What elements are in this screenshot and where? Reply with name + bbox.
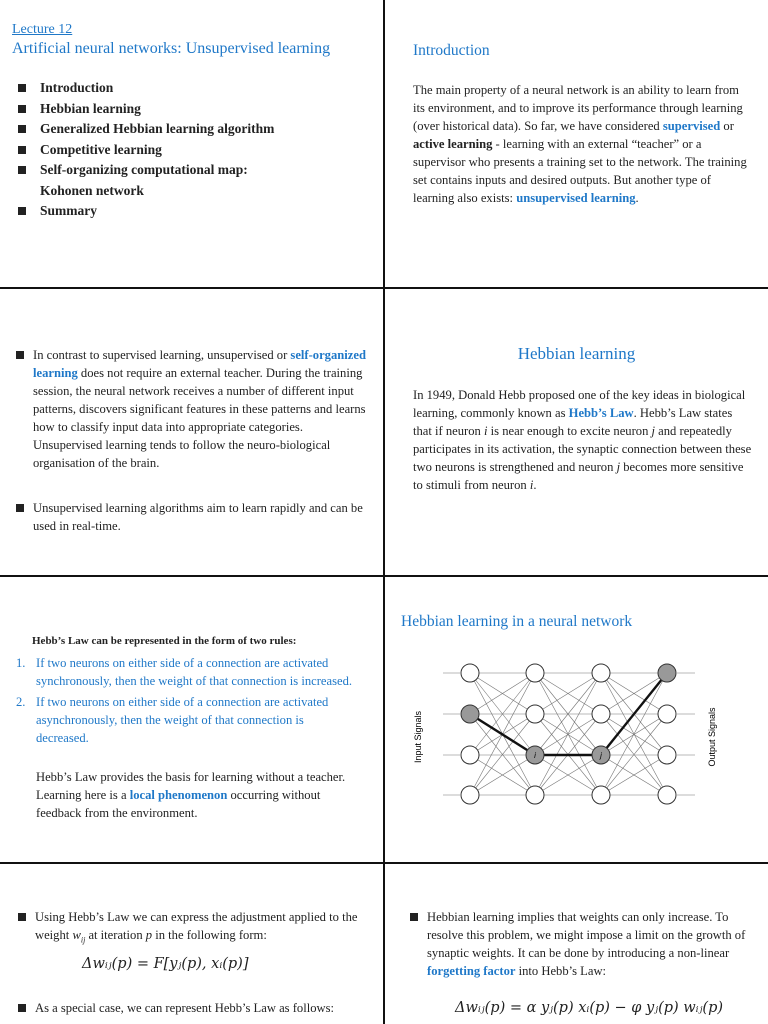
toc-item: Hebbian learning xyxy=(18,99,274,120)
bullet-special-case: As a special case, we can represent Hebb’s Law as follows: xyxy=(18,999,358,1017)
bullet-forgetting-factor: Hebbian learning implies that weights can only increase. To resolve this problem, we might impose a limit on the growth of synaptic weights. It can be done by introducing a non-linear forgetting factor into Hebb’s Law: xyxy=(410,908,755,980)
neuron-node xyxy=(592,786,610,804)
hebb-basis-paragraph: Hebb’s Law provides the basis for learning without a teacher. Learning here is a local phenomenon occurring without feedback from the environment. xyxy=(36,770,346,820)
bullet-square-icon xyxy=(18,207,26,215)
neuron-label-i: i xyxy=(534,751,536,760)
introduction-paragraph: The main property of a neural network is an ability to learn from its environment, and to improve its performance through learning (over historical data). So far, we have considered supervised or active learning - learning with an external “teacher” or a supervisor who presents a training set to the network. The training set contains inputs and desired outputs. But another type of learning also exists: unsupervised learning. xyxy=(413,83,747,205)
list-item: 1. If two neurons on either side of a connection are activated synchronously, then the weight of that connection is increased. xyxy=(16,656,353,688)
neuron-node xyxy=(658,786,676,804)
bullet-square-icon xyxy=(410,913,418,921)
neuron-node xyxy=(526,786,544,804)
neuron-node xyxy=(658,664,676,682)
neuron-node xyxy=(461,746,479,764)
bullet-square-icon xyxy=(18,105,26,113)
hebbian-paragraph: In 1949, Donald Hebb proposed one of the key ideas in biological learning, commonly known as Hebb’s Law. Hebb’s Law states that if neuron i is near enough to excite neuron j and repeatedly participates in its activation, the synaptic connection between these two neurons is strengthened and neuron j becomes more sensitive to stimuli from neuron i. xyxy=(413,388,752,492)
bullet-square-icon xyxy=(18,166,26,174)
vertical-divider xyxy=(383,0,385,1024)
toc-item: Summary xyxy=(18,201,274,222)
lecture-number: Lecture 12 xyxy=(12,22,73,37)
neuron-label-j: j xyxy=(600,751,602,760)
horizontal-divider-1 xyxy=(0,287,768,289)
neuron-node xyxy=(461,705,479,723)
bullet-square-icon xyxy=(16,351,24,359)
table-of-contents xyxy=(18,78,274,222)
neuron-node xyxy=(658,705,676,723)
bullet-hebb-adjustment: Using Hebb’s Law we can express the adjustment applied to the weight $w_{ij}$ at iteration p in the following form: xyxy=(18,908,358,950)
bullet-square-icon xyxy=(18,84,26,92)
bullet-square-icon xyxy=(18,146,26,154)
bullet-square-icon xyxy=(18,1004,26,1012)
bullet-self-organized: In contrast to supervised learning, unsupervised or self-organized learning does not require an external teacher. During the training session, the neural network receives a number of different input patterns, discovers significant features in these patterns and learns how to classify input data into appropriate categories. Unsupervised learning tends to follow the neuro-biological organisation of the brain. xyxy=(16,346,366,472)
toc-item: Introduction xyxy=(18,78,274,99)
slide-heading-hebbian-network: Hebbian learning in a neural network xyxy=(401,613,633,630)
hebb-law-formula: Δwᵢⱼ(p) = F[yⱼ(p), xᵢ(p)] xyxy=(82,956,249,972)
bullet-square-icon xyxy=(18,125,26,133)
neuron-node xyxy=(461,786,479,804)
lecture-title: Artificial neural networks: Unsupervised learning xyxy=(12,40,331,57)
hebb-rules-list xyxy=(16,654,356,750)
output-signals-label: Output Signals xyxy=(707,707,717,767)
neuron-node xyxy=(658,746,676,764)
horizontal-divider-3 xyxy=(0,862,768,864)
slide-heading-hebbian-learning: Hebbian learning xyxy=(517,344,636,363)
neuron-node xyxy=(526,664,544,682)
neuron-node xyxy=(461,664,479,682)
bullet-square-icon xyxy=(16,504,24,512)
list-item: 2. If two neurons on either side of a connection are activated asynchronously, then the weight of that connection is decreased. xyxy=(16,695,329,745)
toc-item: Generalized Hebbian learning algorithm xyxy=(18,119,274,140)
neuron-node xyxy=(592,705,610,723)
neuron-node xyxy=(526,705,544,723)
neuron-node xyxy=(592,664,610,682)
slide-heading-introduction: Introduction xyxy=(413,42,490,59)
toc-item: Competitive learning xyxy=(18,140,274,161)
rules-intro: Hebb’s Law can be represented in the form of two rules: xyxy=(32,635,297,647)
bullet-square-icon xyxy=(18,913,26,921)
toc-item: Self-organizing computational map: Kohonen network xyxy=(18,160,274,201)
horizontal-divider-2 xyxy=(0,575,768,577)
forgetting-factor-formula: Δwᵢⱼ(p) = α yⱼ(p) xᵢ(p) − φ yⱼ(p) wᵢⱼ(p) xyxy=(455,1000,724,1016)
bullet-realtime: Unsupervised learning algorithms aim to learn rapidly and can be used in real-time. xyxy=(16,499,366,535)
neural-network-diagram xyxy=(405,655,735,815)
input-signals-label: Input Signals xyxy=(413,710,423,764)
